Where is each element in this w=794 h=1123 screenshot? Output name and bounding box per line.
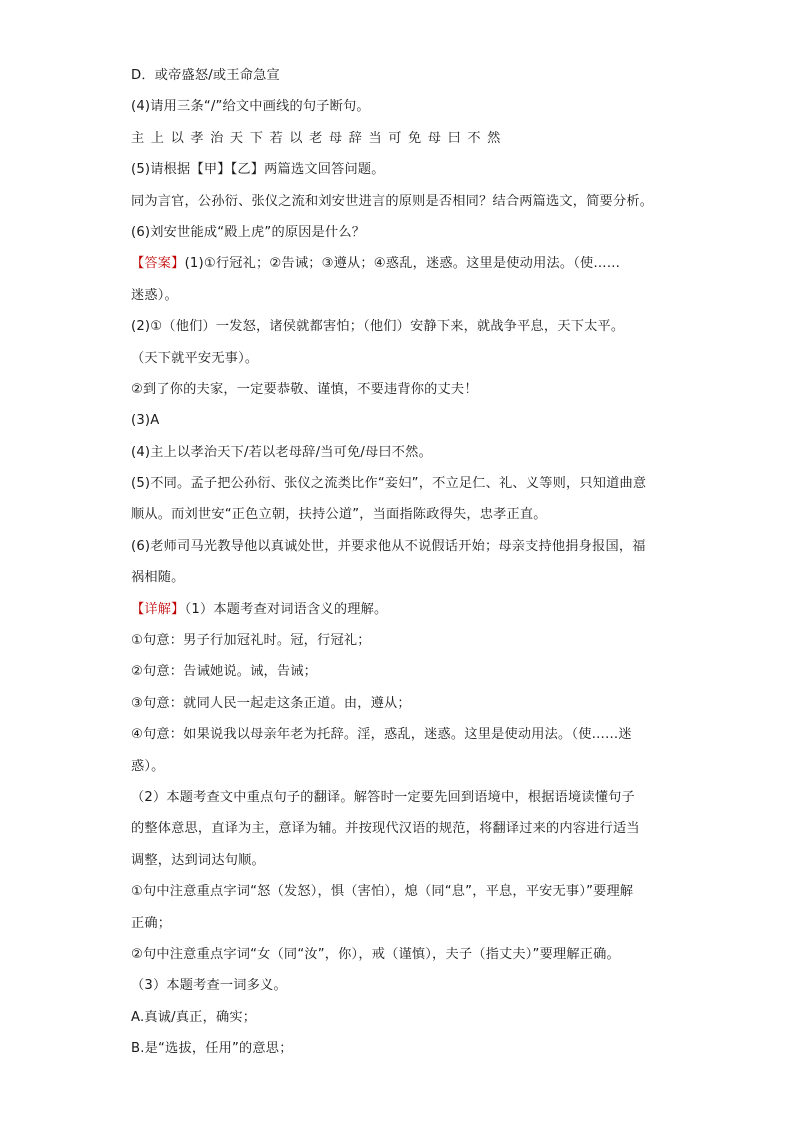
section-tag: 【详解】 [131, 601, 185, 617]
text-line [131, 343, 671, 374]
line-text: (3)A [131, 413, 160, 429]
text-line [131, 311, 671, 342]
text-line [131, 845, 671, 876]
text-line [131, 60, 671, 91]
text-line [131, 908, 671, 939]
text-line [131, 688, 671, 719]
line-text: D．或帝盛怒/或王命急宣 [131, 68, 280, 83]
text-line [131, 876, 671, 907]
line-text: (6)刘安世能成“殿上虎”的原因是什么？ [131, 224, 366, 240]
line-text: ④句意：如果说我以母亲年老为托辞。淫，惑乱，迷惑。这里是使动用法。（使……迷 [131, 727, 632, 743]
text-line [131, 405, 671, 436]
line-text: ②句中注意重点字词“女（同“汝”，你），戒（谨慎），夫子（指丈夫）”要理解正确。 [131, 946, 620, 962]
text-line [131, 813, 671, 844]
line-text: （天下就平安无事）。 [131, 350, 259, 366]
line-text: (6)老师司马光教导他以真诚处世，并要求他从不说假话开始；母亲支持他捐身报国，福 [131, 538, 646, 554]
text-line [131, 939, 671, 970]
text-line [131, 1002, 671, 1033]
text-line [131, 531, 671, 562]
document-page [131, 60, 671, 1065]
text-line [131, 437, 671, 468]
section-tag: 【答案】 [131, 256, 185, 272]
line-text: 惑）。 [131, 758, 165, 774]
text-line [131, 280, 671, 311]
text-line [131, 782, 671, 813]
text-line [131, 91, 671, 122]
text-line [131, 374, 671, 405]
line-text: ①句中注意重点字词“怒（发怒），惧（害怕），熄（同“息”，平息，平安无事）”要理解 [131, 884, 634, 900]
line-text: A.真诚/真正，确实； [131, 1009, 257, 1025]
line-text: 正确； [131, 915, 172, 931]
line-text: (4)主上以孝治天下/若以老母辞/当可免/母曰不然。 [131, 444, 432, 460]
text-line [131, 656, 671, 687]
text-line [131, 154, 671, 185]
line-text: 迷惑）。 [131, 287, 178, 303]
line-text: 同为言官，公孙衍、张仪之流和刘安世进言的原则是否相同？结合两篇选文，简要分析。 [131, 193, 654, 209]
text-line [131, 123, 671, 154]
line-text: ②句意：告诫她说。诫，告诫； [131, 664, 318, 680]
text-line [131, 594, 671, 625]
line-text: (4)请用三条“/”给文中画线的句子断句。 [131, 99, 370, 115]
line-text: 调整，达到词达句顺。 [131, 852, 265, 868]
line-text: （3）本题考查一词多义。 [131, 978, 287, 994]
text-line [131, 217, 671, 248]
text-line [131, 499, 671, 530]
text-line [131, 186, 671, 217]
text-line [131, 1033, 671, 1064]
line-text: ③句意：就同人民一起走这条正道。由，遵从； [131, 695, 411, 711]
text-line [131, 719, 671, 750]
line-text: ①句意：男子行加冠礼时。冠，行冠礼； [131, 633, 371, 649]
line-text: ②到了你的夫家，一定要恭敬、谨慎，不要违背你的丈夫！ [131, 381, 478, 397]
line-text: 的整体意思，直译为主，意译为辅。并按现代汉语的规范，将翻译过来的内容进行适当 [131, 821, 640, 837]
line-text: (5)请根据【甲】【乙】两篇选文回答问题。 [131, 162, 385, 178]
line-text: （1）本题考查对词语含义的理解。 [184, 601, 388, 617]
line-text: B.是“选拔，任用”的意思； [131, 1041, 293, 1057]
text-line [131, 468, 671, 499]
line-text: (1)①行冠礼；②告诫；③遵从；④惑乱，迷惑。这里是使动用法。（使…… [184, 256, 621, 272]
line-text: (2)①（他们）一发怒，诸侯就都害怕；（他们）安静下来，就战争平息，天下太平。 [131, 319, 625, 335]
line-text: 祸相随。 [131, 570, 185, 586]
line-text: 顺从。而刘世安“正色立朝，扶持公道”，当面指陈政得失，忠孝正直。 [131, 507, 547, 523]
text-line [131, 625, 671, 656]
line-text: （2）本题考查文中重点句子的翻译。解答时一定要先回到语境中，根据语境读懂句子 [131, 789, 635, 805]
line-text: 主上以孝治天下若以老母辞当可免母曰不然 [131, 130, 507, 146]
text-line [131, 562, 671, 593]
line-text: (5)不同。孟子把公孙衍、张仪之流类比作“妾妇”，不立足仁、礼、义等则，只知道曲意 [131, 476, 647, 492]
text-line [131, 751, 671, 782]
text-line [131, 248, 671, 279]
text-line [131, 970, 671, 1001]
